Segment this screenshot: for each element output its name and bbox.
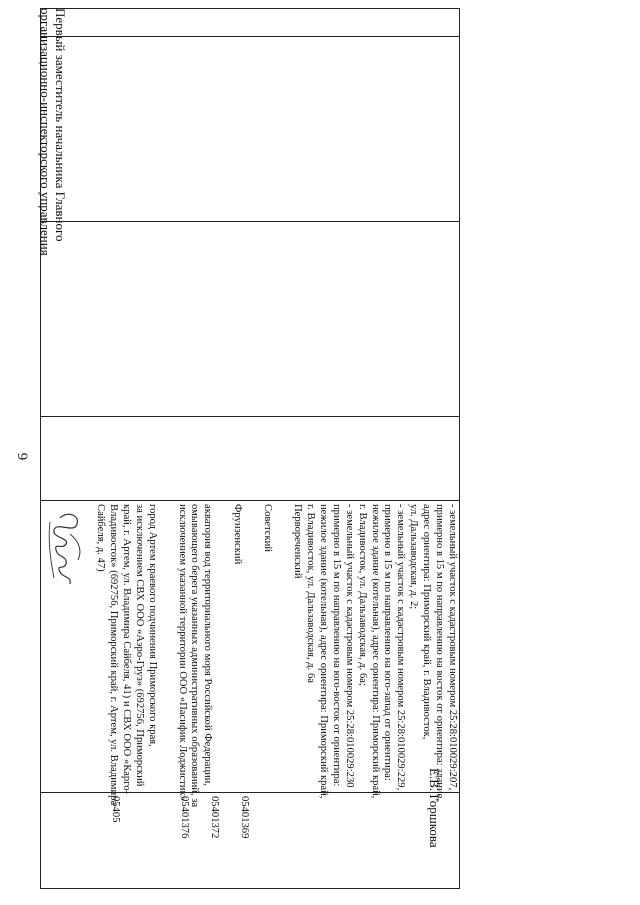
- land-plot-line: г. Владивосток, ул. Дальзаводская, д. 6а;: [356, 504, 368, 686]
- land-plot-line: нежилое здание (котельная), адрес ориентира: Приморский край,: [369, 504, 381, 799]
- land-plot-line: нежилое здание (котельная), адрес ориентира: Приморский край,: [317, 504, 329, 799]
- signatory-name: Е.В. Горшкова: [427, 768, 442, 848]
- land-plot-line: - земельный участок с кадастровым номером 25:28:010029:230: [343, 504, 355, 788]
- code-artem: 05405: [110, 796, 122, 823]
- table-cell-number: [41, 9, 460, 37]
- signatory-title: [38, 8, 68, 478]
- artem-line: город Артем краевого подчинения Приморского края,: [146, 504, 158, 747]
- artem-line: за исключением СВХ ООО «Аэро-Груз» (692756, Приморский: [133, 504, 145, 787]
- land-plot-line: примерно в 15 м по направлению на юго-запад от ориентира:: [382, 504, 394, 781]
- district-sovetsky: Советский: [262, 504, 274, 552]
- artem-line: Сайбеля, д. 47): [95, 504, 107, 572]
- artem-line: край, г. Артем, ул. Владимира Сайбеля, 41) и СВХ ООО «Карго-: [120, 504, 132, 795]
- handwritten-signature: [39, 508, 90, 588]
- land-plot-line: - земельный участок с кадастровым номером 25:28:010029:207,: [447, 504, 458, 791]
- table-cell-post: [41, 222, 460, 417]
- rotated-sheet: [40, 8, 460, 888]
- land-plot-line: примерно в 15 м по направлению на юго-восток от ориентира:: [330, 504, 342, 787]
- district-pervorechensky: Первореченский: [292, 504, 304, 579]
- table-row: [41, 9, 460, 889]
- water-area-line: акватория вод территориального моря Российской Федерации,: [202, 504, 214, 786]
- land-plot-line: адрес ориентира: Приморский край, г. Владивосток,: [421, 504, 433, 740]
- code-frunzensky: 05401376: [179, 796, 191, 839]
- water-area-line: омывающего берега указанных административных образований, за: [189, 504, 201, 808]
- table-cell-customs-body: [41, 37, 460, 222]
- artem-line: Владивосток» (692756, Приморский край, г. Артем, ул. Владимира: [107, 504, 119, 806]
- water-area-line: исключением указанной территории ООО «Пасифик Лоджистик»: [176, 504, 188, 801]
- region-table: [40, 8, 460, 889]
- code-sovetsky: 05401372: [209, 796, 221, 839]
- district-frunzensky: Фрунзенский: [232, 504, 244, 565]
- land-plot-line: - земельный участок с кадастровым номером 25:28:010029:229,: [395, 504, 407, 791]
- signatory-title-line: организационно-инспекторского управления: [38, 8, 53, 256]
- land-plot-line: г. Владивосток, ул. Дальзаводская, д. 6а: [305, 504, 317, 683]
- land-plot-line: примерно в 15 м по направлению на восток от ориентира: здание,: [434, 504, 446, 801]
- table-cell-okato: [41, 793, 460, 889]
- code-pervorechensky: 05401369: [239, 796, 250, 839]
- signatory-title-line: Первый заместитель начальника Главного: [53, 8, 68, 242]
- land-plot-line: ул. Дальзаводская, д. 2;: [408, 504, 420, 610]
- page-number: 6: [15, 452, 32, 461]
- table-cell-code: [41, 417, 460, 501]
